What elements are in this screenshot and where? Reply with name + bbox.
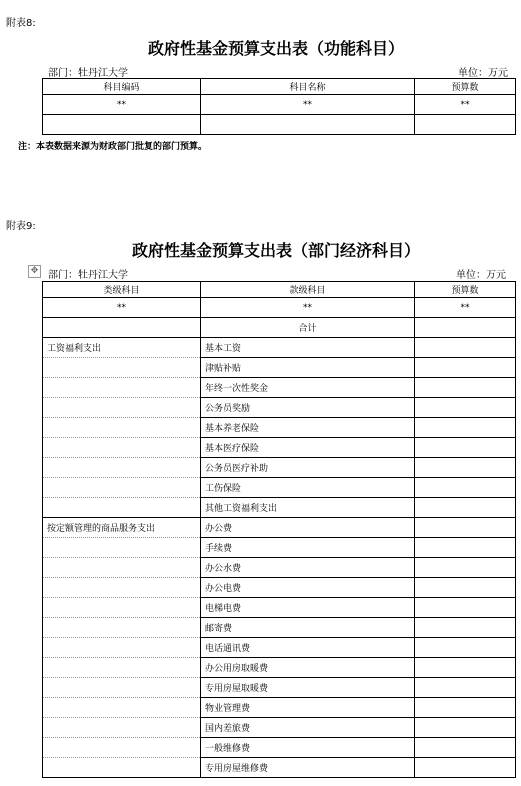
table8-unit: 单位：万元 <box>458 68 508 79</box>
subcategory-cell: 手续费 <box>201 538 415 558</box>
table9-label: 附表9: <box>6 221 36 232</box>
table9-header-class: 类级科目 <box>43 282 201 298</box>
budget-cell <box>415 558 516 578</box>
table-cell <box>43 538 201 558</box>
subcategory-cell: 基本养老保险 <box>201 418 415 438</box>
table9-total-row <box>43 318 516 338</box>
table-row <box>43 738 516 758</box>
subcategory-cell: 其他工资福利支出 <box>201 498 415 518</box>
table8-cell <box>43 115 201 135</box>
table-row <box>43 658 516 678</box>
category-cell: 按定额管理的商品服务支出 <box>43 518 201 538</box>
table8-label: 附表8: <box>6 18 36 29</box>
table9-header-item: 款级科目 <box>201 282 415 298</box>
table8-row <box>43 115 516 135</box>
budget-cell <box>415 718 516 738</box>
table9-group1 <box>43 338 516 518</box>
budget-cell <box>415 458 516 478</box>
table-row <box>43 378 516 398</box>
table-row <box>43 338 516 358</box>
budget-cell <box>415 538 516 558</box>
budget-cell <box>415 758 516 778</box>
subcategory-cell: 电话通讯费 <box>201 638 415 658</box>
table8-cell <box>415 115 516 135</box>
table-move-handle-icon[interactable]: ✥ <box>28 265 41 278</box>
table8-title: 政府性基金预算支出表（功能科目） <box>148 39 405 58</box>
table-row <box>43 558 516 578</box>
table-cell <box>43 698 201 718</box>
table8-cell: ** <box>201 95 415 115</box>
budget-cell <box>415 578 516 598</box>
budget-cell <box>415 598 516 618</box>
budget-cell <box>415 438 516 458</box>
table-row <box>43 598 516 618</box>
table8-note: 注：本表数据来源为财政部门批复的部门预算。 <box>18 142 208 152</box>
budget-cell <box>415 618 516 638</box>
table-row <box>43 678 516 698</box>
table-row <box>43 398 516 418</box>
table9-row <box>43 298 516 318</box>
table9 <box>42 281 516 778</box>
table8-header-code: 科目编码 <box>43 79 201 95</box>
subcategory-cell: 一般维修费 <box>201 738 415 758</box>
budget-cell <box>415 478 516 498</box>
table-cell <box>43 358 201 378</box>
table-cell <box>43 418 201 438</box>
table8-cell: ** <box>415 95 516 115</box>
table9-unit: 单位：万元 <box>456 270 506 281</box>
table-cell <box>43 438 201 458</box>
table-row <box>43 698 516 718</box>
table9-cell <box>415 318 516 338</box>
budget-cell <box>415 398 516 418</box>
table8-cell: ** <box>43 95 201 115</box>
budget-cell <box>415 418 516 438</box>
table-row <box>43 758 516 778</box>
table8-header-name: 科目名称 <box>201 79 415 95</box>
subcategory-cell: 工伤保险 <box>201 478 415 498</box>
table-cell <box>43 398 201 418</box>
table9-header-row <box>43 282 516 298</box>
table-cell <box>43 658 201 678</box>
table-cell <box>43 598 201 618</box>
budget-cell <box>415 698 516 718</box>
table-row <box>43 518 516 538</box>
table8 <box>42 78 516 135</box>
subcategory-cell: 办公用房取暖费 <box>201 658 415 678</box>
table-cell <box>43 558 201 578</box>
table-row <box>43 578 516 598</box>
table-row <box>43 478 516 498</box>
table-row <box>43 498 516 518</box>
table-row <box>43 638 516 658</box>
table9-total-label: 合计 <box>201 318 415 338</box>
table-row <box>43 618 516 638</box>
table-row <box>43 538 516 558</box>
subcategory-cell: 津贴补贴 <box>201 358 415 378</box>
subcategory-cell: 专用房屋取暖费 <box>201 678 415 698</box>
budget-cell <box>415 638 516 658</box>
table-cell <box>43 638 201 658</box>
table-cell <box>43 458 201 478</box>
subcategory-cell: 基本医疗保险 <box>201 438 415 458</box>
table-cell <box>43 478 201 498</box>
table-cell <box>43 618 201 638</box>
budget-cell <box>415 338 516 358</box>
table8-cell <box>201 115 415 135</box>
table-cell <box>43 498 201 518</box>
table-row <box>43 418 516 438</box>
table8-row <box>43 95 516 115</box>
budget-cell <box>415 738 516 758</box>
budget-cell <box>415 358 516 378</box>
budget-cell <box>415 498 516 518</box>
category-cell: 工资福利支出 <box>43 338 201 358</box>
table8-header-budget: 预算数 <box>415 79 516 95</box>
table-row <box>43 718 516 738</box>
table9-header-budget: 预算数 <box>415 282 516 298</box>
table-row <box>43 358 516 378</box>
budget-cell <box>415 658 516 678</box>
subcategory-cell: 专用房屋维修费 <box>201 758 415 778</box>
table-cell <box>43 738 201 758</box>
table-row <box>43 458 516 478</box>
subcategory-cell: 基本工资 <box>201 338 415 358</box>
table9-dept: 部门：牡丹江大学 <box>48 270 128 281</box>
table8-dept: 部门：牡丹江大学 <box>48 68 128 79</box>
subcategory-cell: 办公水费 <box>201 558 415 578</box>
subcategory-cell: 电梯电费 <box>201 598 415 618</box>
table-cell <box>43 758 201 778</box>
table9-group2 <box>43 518 516 778</box>
table9-title: 政府性基金预算支出表（部门经济科目） <box>132 241 421 260</box>
table9-cell: ** <box>415 298 516 318</box>
subcategory-cell: 国内差旅费 <box>201 718 415 738</box>
table9-cell: ** <box>201 298 415 318</box>
budget-cell <box>415 518 516 538</box>
table-row <box>43 438 516 458</box>
subcategory-cell: 公务员医疗补助 <box>201 458 415 478</box>
table-cell <box>43 378 201 398</box>
subcategory-cell: 办公费 <box>201 518 415 538</box>
budget-cell <box>415 678 516 698</box>
subcategory-cell: 办公电费 <box>201 578 415 598</box>
budget-cell <box>415 378 516 398</box>
subcategory-cell: 邮寄费 <box>201 618 415 638</box>
table9-cell <box>43 318 201 338</box>
table9-cell: ** <box>43 298 201 318</box>
table-cell <box>43 678 201 698</box>
subcategory-cell: 公务员奖励 <box>201 398 415 418</box>
table8-header-row <box>43 79 516 95</box>
table-cell <box>43 578 201 598</box>
subcategory-cell: 物业管理费 <box>201 698 415 718</box>
subcategory-cell: 年终一次性奖金 <box>201 378 415 398</box>
table-cell <box>43 718 201 738</box>
